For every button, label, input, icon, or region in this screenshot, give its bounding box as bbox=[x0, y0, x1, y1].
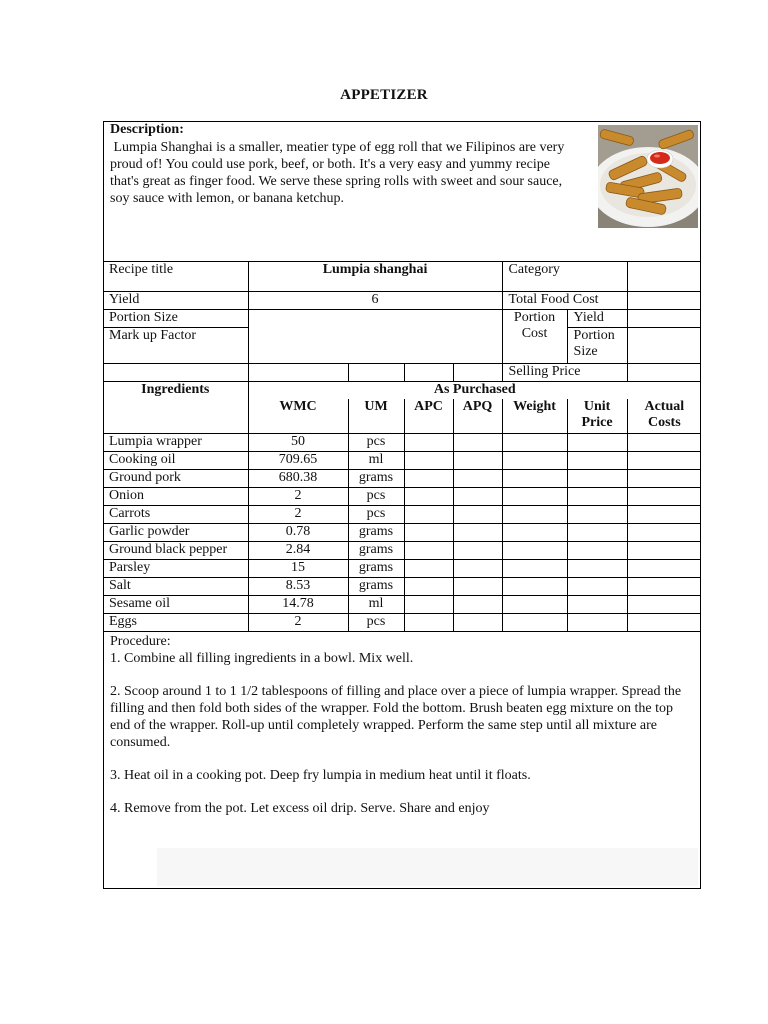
ingredient-actual-cost bbox=[627, 451, 701, 469]
ingredient-actual-cost bbox=[627, 559, 701, 577]
ingredient-name: Sesame oil bbox=[103, 595, 248, 613]
ingredient-wmc: 2 bbox=[248, 613, 348, 631]
description-section bbox=[103, 121, 701, 262]
ingredient-um: pcs bbox=[348, 433, 404, 451]
ingredient-unit-price bbox=[567, 541, 627, 559]
ingredient-weight bbox=[502, 523, 567, 541]
ingredient-actual-cost bbox=[627, 613, 701, 631]
blank-cell bbox=[348, 363, 404, 381]
ingredient-um: grams bbox=[348, 523, 404, 541]
ingredient-actual-cost bbox=[627, 577, 701, 595]
ingredient-um: grams bbox=[348, 541, 404, 559]
selling-price-label: Selling Price bbox=[502, 363, 627, 381]
ingredient-weight bbox=[502, 433, 567, 451]
ingredient-row bbox=[103, 559, 701, 577]
ingredient-apc bbox=[404, 613, 453, 631]
ingredient-apq bbox=[453, 451, 502, 469]
ingredient-actual-cost bbox=[627, 541, 701, 559]
ingredient-unit-price bbox=[567, 487, 627, 505]
ingredient-row bbox=[103, 505, 701, 523]
ingredient-apq bbox=[453, 487, 502, 505]
ingredient-unit-price bbox=[567, 523, 627, 541]
portion-size-sub-value bbox=[627, 327, 701, 363]
description-label: Description: bbox=[110, 122, 184, 137]
ingredient-weight bbox=[502, 451, 567, 469]
ingredient-name: Lumpia wrapper bbox=[103, 433, 248, 451]
shaded-area bbox=[157, 848, 698, 886]
recipe-title-label: Recipe title bbox=[103, 262, 248, 291]
procedure-section bbox=[110, 633, 695, 833]
recipe-title-value: Lumpia shanghai bbox=[248, 262, 502, 291]
ingredient-unit-price bbox=[567, 433, 627, 451]
ingredient-apq bbox=[453, 541, 502, 559]
ingredient-um: ml bbox=[348, 451, 404, 469]
blank-cell bbox=[103, 363, 248, 381]
ingredient-weight bbox=[502, 469, 567, 487]
ingredient-apc bbox=[404, 433, 453, 451]
blank-cell bbox=[404, 363, 453, 381]
ingredient-um: ml bbox=[348, 595, 404, 613]
ingredient-apq bbox=[453, 613, 502, 631]
portion-size-value bbox=[248, 309, 502, 363]
ingredient-row bbox=[103, 541, 701, 559]
ingredient-actual-cost bbox=[627, 505, 701, 523]
ingredient-actual-cost bbox=[627, 523, 701, 541]
blank-cell bbox=[248, 363, 348, 381]
ingredient-unit-price bbox=[567, 451, 627, 469]
ingredient-name: Cooking oil bbox=[103, 451, 248, 469]
ingredient-apq bbox=[453, 433, 502, 451]
ingredient-unit-price bbox=[567, 595, 627, 613]
ingredient-weight bbox=[502, 559, 567, 577]
ingredient-row bbox=[103, 469, 701, 487]
ingredient-apq bbox=[453, 523, 502, 541]
ingredient-weight bbox=[502, 541, 567, 559]
ingredient-wmc: 50 bbox=[248, 433, 348, 451]
column-header-unit-price: Unit Price bbox=[567, 399, 627, 433]
ingredient-row bbox=[103, 487, 701, 505]
blank-cell bbox=[453, 363, 502, 381]
category-value bbox=[627, 262, 701, 291]
column-header-wmc: WMC bbox=[248, 399, 348, 433]
ingredient-name: Eggs bbox=[103, 613, 248, 631]
description-text: Lumpia Shanghai is a smaller, meatier type of egg roll that we Filipinos are very proud of! You could use pork, beef, or both. It's a very easy and yummy recipe that's great as finger food. We serve these spring rolls with sweet and sour sauce, soy sauce with lemon, or banana ketchup. bbox=[110, 140, 568, 206]
ingredient-wmc: 709.65 bbox=[248, 451, 348, 469]
ingredient-um: pcs bbox=[348, 487, 404, 505]
ingredient-unit-price bbox=[567, 469, 627, 487]
ingredient-apc bbox=[404, 487, 453, 505]
column-header-um: UM bbox=[348, 399, 404, 433]
ingredient-apq bbox=[453, 469, 502, 487]
ingredient-name: Salt bbox=[103, 577, 248, 595]
ingredients-header: Ingredients bbox=[103, 381, 248, 433]
ingredient-row bbox=[103, 577, 701, 595]
portion-yield-value bbox=[627, 309, 701, 327]
ingredient-name: Ground pork bbox=[103, 469, 248, 487]
ingredient-actual-cost bbox=[627, 595, 701, 613]
ingredient-apc bbox=[404, 559, 453, 577]
ingredient-apq bbox=[453, 559, 502, 577]
procedure-step: 1. Combine all filling ingredients in a bowl. Mix well. bbox=[110, 651, 414, 666]
ingredient-apc bbox=[404, 469, 453, 487]
selling-price-value bbox=[627, 363, 701, 381]
procedure-label: Procedure: bbox=[110, 634, 171, 649]
portion-size-label: Portion Size bbox=[103, 309, 248, 327]
ingredient-actual-cost bbox=[627, 487, 701, 505]
ingredient-wmc: 2 bbox=[248, 505, 348, 523]
ingredient-name: Garlic powder bbox=[103, 523, 248, 541]
ingredient-apq bbox=[453, 505, 502, 523]
ingredient-row bbox=[103, 451, 701, 469]
procedure-step: 4. Remove from the pot. Let excess oil drip. Serve. Share and enjoy bbox=[110, 801, 490, 816]
ingredient-row bbox=[103, 613, 701, 631]
ingredient-um: grams bbox=[348, 577, 404, 595]
ingredient-unit-price bbox=[567, 577, 627, 595]
ingredient-apq bbox=[453, 595, 502, 613]
ingredient-name: Ground black pepper bbox=[103, 541, 248, 559]
markup-factor-label: Mark up Factor bbox=[103, 327, 248, 363]
lumpia-photo-icon bbox=[598, 125, 698, 228]
column-header-weight: Weight bbox=[502, 399, 567, 433]
ingredient-weight bbox=[502, 487, 567, 505]
ingredient-row bbox=[103, 523, 701, 541]
portion-yield-label: Yield bbox=[567, 309, 627, 327]
ingredient-actual-cost bbox=[627, 433, 701, 451]
total-food-cost-label: Total Food Cost bbox=[502, 291, 627, 309]
lumpia-photo bbox=[598, 125, 698, 228]
ingredient-wmc: 8.53 bbox=[248, 577, 348, 595]
ingredient-apc bbox=[404, 541, 453, 559]
ingredient-um: pcs bbox=[348, 505, 404, 523]
ingredient-weight bbox=[502, 505, 567, 523]
ingredient-wmc: 15 bbox=[248, 559, 348, 577]
ingredient-weight bbox=[502, 613, 567, 631]
ingredient-apc bbox=[404, 577, 453, 595]
ingredient-apc bbox=[404, 595, 453, 613]
ingredient-apq bbox=[453, 577, 502, 595]
ingredient-wmc: 14.78 bbox=[248, 595, 348, 613]
ingredient-unit-price bbox=[567, 559, 627, 577]
ingredient-wmc: 2 bbox=[248, 487, 348, 505]
ingredient-name: Carrots bbox=[103, 505, 248, 523]
procedure-step: 3. Heat oil in a cooking pot. Deep fry lumpia in medium heat until it floats. bbox=[110, 768, 531, 783]
total-food-cost-value bbox=[627, 291, 701, 309]
ingredient-apc bbox=[404, 451, 453, 469]
column-header-actual-costs: Actual Costs bbox=[627, 399, 701, 433]
yield-label: Yield bbox=[103, 291, 248, 309]
ingredient-apc bbox=[404, 505, 453, 523]
ingredient-wmc: 2.84 bbox=[248, 541, 348, 559]
ingredient-wmc: 0.78 bbox=[248, 523, 348, 541]
column-header-apq: APQ bbox=[453, 399, 502, 433]
portion-cost-label: Portion Cost bbox=[502, 309, 567, 363]
yield-value: 6 bbox=[248, 291, 502, 309]
ingredient-unit-price bbox=[567, 613, 627, 631]
ingredient-wmc: 680.38 bbox=[248, 469, 348, 487]
category-label: Category bbox=[502, 262, 627, 291]
ingredient-name: Parsley bbox=[103, 559, 248, 577]
ingredient-weight bbox=[502, 577, 567, 595]
page-title: APPETIZER bbox=[340, 87, 428, 103]
ingredient-um: pcs bbox=[348, 613, 404, 631]
ingredient-um: grams bbox=[348, 469, 404, 487]
ingredient-actual-cost bbox=[627, 469, 701, 487]
ingredient-unit-price bbox=[567, 505, 627, 523]
as-purchased-header: As Purchased bbox=[248, 381, 701, 399]
column-header-apc: APC bbox=[404, 399, 453, 433]
procedure-step: 2. Scoop around 1 to 1 1/2 tablespoons of filling and place over a piece of lumpia wrapper. Spread the filling and then fold both sides of the wrapper. Fold the bottom. Brush beaten egg mixture on the top end of the wrapper. Roll-up until completely wrapped. Perform the same step until all mixture are consumed. bbox=[110, 684, 682, 750]
ingredient-apc bbox=[404, 523, 453, 541]
ingredient-row bbox=[103, 595, 701, 613]
ingredient-weight bbox=[502, 595, 567, 613]
ingredient-row bbox=[103, 433, 701, 451]
ingredient-name: Onion bbox=[103, 487, 248, 505]
ingredient-um: grams bbox=[348, 559, 404, 577]
recipe-table bbox=[103, 262, 701, 632]
portion-size-sub-label: Portion Size bbox=[567, 327, 627, 363]
